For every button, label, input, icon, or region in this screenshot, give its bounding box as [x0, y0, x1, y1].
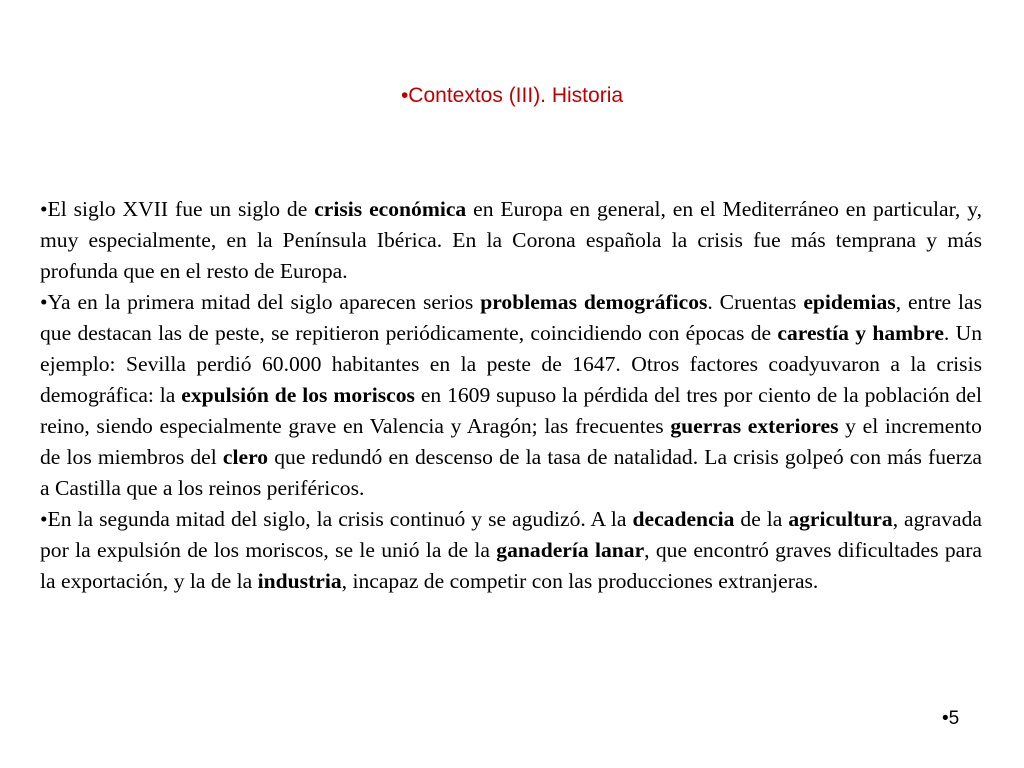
bold-term: decadencia: [632, 507, 735, 531]
text-run: , que encontró graves dificultades para la exportación, y la de la: [40, 538, 982, 593]
bold-term: crisis económica: [314, 197, 467, 221]
bold-term: epidemias: [803, 290, 896, 314]
text-run: que redundó en descenso de la tasa de natalidad. La crisis golpeó con más fuerza a Castilla que a los reinos periféricos.: [40, 445, 982, 500]
paragraph-3: [40, 504, 982, 597]
bold-term: agricultura: [788, 507, 893, 531]
bold-term: clero: [222, 445, 269, 469]
text-run: . Un ejemplo: Sevilla perdió 60.000 habitantes en la peste de 1647. Otros factores coadyuvaron a la crisis demográfica: la: [40, 321, 982, 407]
text-run: , agravada por la expulsión de los moriscos, se le unió la de la: [40, 507, 982, 562]
text-run: en 1609 supuso la pérdida del tres por ciento de la población del reino, siendo especialmente grave en Valencia y Aragón; las frecuentes: [40, 383, 982, 438]
text-run: •El siglo XVII fue un siglo de: [40, 197, 315, 221]
text-run: , incapaz de competir con las producciones extranjeras.: [341, 569, 819, 593]
text-run: . Cruentas: [707, 290, 804, 314]
bold-term: guerras exteriores: [670, 414, 839, 438]
paragraph-2: [40, 287, 982, 504]
text-run: en Europa en general, en el Mediterráneo en particular, y, muy especialmente, en la Península Ibérica. En la Corona española la crisis fue más temprana y más profunda que en el resto de Europa.: [40, 197, 983, 283]
page-number: •5: [942, 708, 960, 729]
paragraph-1: [40, 194, 982, 287]
text-run: •En la segunda mitad del siglo, la crisis continuó y se agudizó. A la: [40, 507, 633, 531]
bold-term: industria: [257, 569, 342, 593]
slide-body: [40, 194, 982, 597]
text-run: •Ya en la primera mitad del siglo aparecen serios: [40, 290, 481, 314]
bold-term: expulsión de los moriscos: [181, 383, 415, 407]
bold-term: problemas demográficos: [480, 290, 708, 314]
text-run: , entre las que destacan las de peste, se repitieron periódicamente, coincidiendo con épocas de: [40, 290, 982, 345]
text-run: de la: [734, 507, 789, 531]
text-run: y el incremento de los miembros del: [40, 414, 982, 469]
slide-title: •Contextos (III). Historia: [400, 84, 624, 107]
bold-term: carestía y hambre: [777, 321, 944, 345]
bold-term: ganadería lanar: [496, 538, 645, 562]
